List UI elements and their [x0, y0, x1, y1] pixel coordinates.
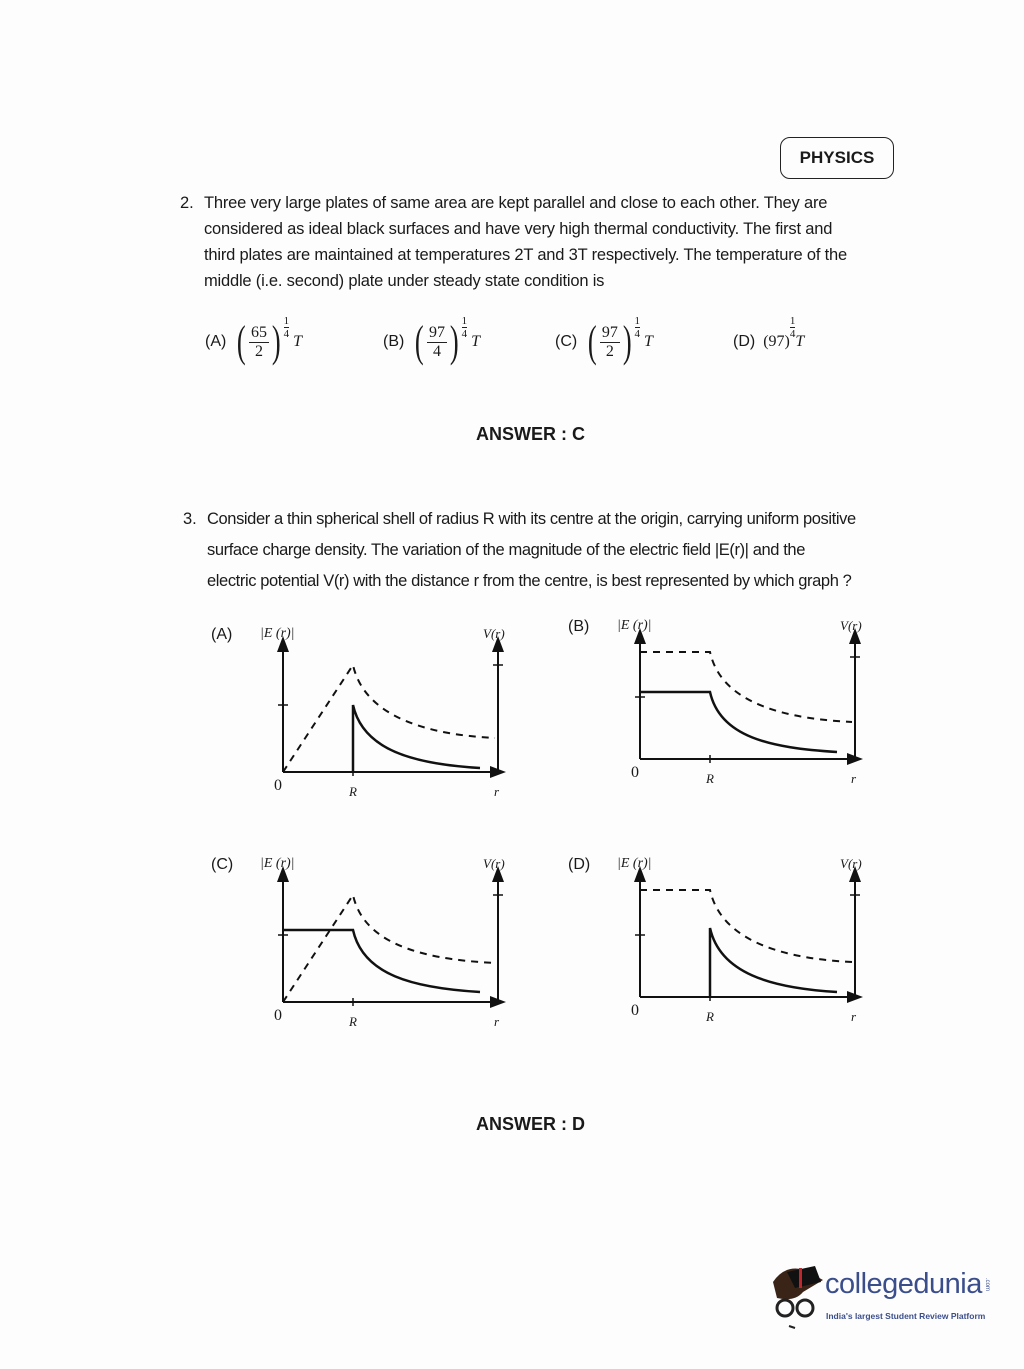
brand-suffix: .com	[983, 1277, 990, 1291]
denominator: 2	[605, 342, 614, 360]
question-line: middle (i.e. second) plate under steady state condition is	[204, 272, 605, 290]
base: (97)	[763, 333, 790, 350]
graph-option-label: (A)	[211, 626, 233, 643]
variable: T	[795, 333, 805, 350]
question-3	[183, 504, 903, 597]
potential-curve-dashed	[283, 665, 495, 772]
option-formula: ( $\frac{65}{2}$ ) $\frac{1}{4}$ T	[237, 314, 303, 366]
origin-label: 0	[274, 777, 282, 794]
option-b[interactable]	[383, 312, 480, 372]
numerator: 65	[250, 323, 267, 341]
r-axis-label: r	[494, 784, 500, 799]
origin-label: 0	[631, 1002, 639, 1019]
graph-option-a[interactable]	[205, 620, 515, 810]
question-line: third plates are maintained at temperatures 2T and 3T respectively. The temperature of the	[204, 246, 847, 264]
subject-badge: PHYSICS	[780, 137, 894, 179]
graph-option-label: (C)	[211, 856, 234, 873]
exponent-num: 1	[634, 314, 641, 327]
potential-curve-dashed	[640, 890, 852, 962]
exponent-den: 4	[789, 327, 796, 340]
option-label: (D)	[733, 333, 756, 350]
question-line: considered as ideal black surfaces and have very high thermal conductivity. The first and	[204, 220, 833, 238]
q2-options	[205, 312, 845, 372]
option-formula: ( $\frac{97}{2}$ ) $\frac{1}{4}$ T	[588, 314, 653, 366]
e-field-axis-label: |E (r)|	[260, 626, 295, 641]
r-axis-label: r	[851, 771, 857, 786]
option-label: (A)	[205, 333, 227, 350]
potential-axis-label: V(r)	[483, 626, 505, 641]
potential-axis-label: V(r)	[840, 856, 862, 871]
q2-answer: ANSWER : C	[476, 424, 585, 444]
graph-plot	[205, 850, 515, 1040]
brand-tagline: India's largest Student Review Platform	[826, 1311, 986, 1321]
brand-row	[825, 1268, 990, 1301]
e-field-axis-label: |E (r)|	[617, 618, 652, 633]
potential-curve-dashed	[283, 895, 495, 1002]
question-line: surface charge density. The variation of the magnitude of the electric field |E(r)| and the	[207, 541, 805, 559]
r-axis-label: r	[851, 1009, 857, 1024]
field-curve-solid	[353, 705, 480, 772]
graph-option-label: (D)	[568, 856, 591, 873]
variable: T	[293, 333, 303, 350]
mascot-icon	[765, 1262, 825, 1332]
field-curve-solid	[283, 930, 480, 992]
graph-plot	[562, 612, 872, 802]
potential-axis-label: V(r)	[840, 618, 862, 633]
graph-plot	[562, 850, 872, 1040]
q3-answer: ANSWER : D	[476, 1114, 585, 1134]
question-number: 3.	[183, 510, 197, 528]
denominator: 4	[432, 342, 441, 360]
origin-label: 0	[631, 764, 639, 781]
exponent-num: 1	[461, 314, 468, 327]
radius-label: R	[706, 771, 714, 786]
option-label: (C)	[555, 333, 578, 350]
question-number: 2.	[180, 194, 194, 212]
option-d[interactable]	[733, 312, 804, 372]
exponent-den: 4	[634, 327, 641, 340]
graph-option-d[interactable]	[562, 850, 872, 1040]
question-line: Consider a thin spherical shell of radius R with its centre at the origin, carrying uniform positive	[207, 510, 856, 528]
graph-option-c[interactable]	[205, 850, 515, 1040]
origin-label: 0	[274, 1007, 282, 1024]
brand-name: collegedunia	[825, 1268, 982, 1300]
option-c[interactable]	[555, 312, 653, 372]
radius-label: R	[349, 1014, 357, 1029]
option-formula	[763, 314, 805, 351]
exponent-den: 4	[461, 327, 468, 340]
option-label: (B)	[383, 333, 405, 350]
potential-axis-label: V(r)	[483, 856, 505, 871]
question-line: electric potential V(r) with the distance r from the centre, is best represented by which graph ?	[207, 572, 852, 590]
potential-curve-dashed	[640, 652, 852, 722]
numerator: 97	[601, 323, 618, 341]
graph-plot	[205, 620, 515, 810]
r-axis-label: r	[494, 1014, 500, 1029]
option-a[interactable]	[205, 312, 302, 372]
graph-option-label: (B)	[568, 618, 590, 635]
exponent-num: 1	[789, 314, 796, 327]
collegedunia-logo	[765, 1262, 1005, 1332]
radius-label: R	[706, 1009, 714, 1024]
e-field-axis-label: |E (r)|	[260, 856, 295, 871]
radius-label: R	[349, 784, 357, 799]
variable: T	[471, 333, 481, 350]
exponent-num: 1	[283, 314, 290, 327]
question-2	[180, 190, 900, 294]
field-curve-solid	[710, 928, 837, 997]
e-field-axis-label: |E (r)|	[617, 856, 652, 871]
option-formula: ( $\frac{97}{4}$ ) $\frac{1}{4}$ T	[415, 314, 481, 366]
numerator: 97	[428, 323, 445, 341]
exponent-den: 4	[283, 327, 290, 340]
variable: T	[644, 333, 653, 350]
field-curve-solid	[640, 692, 837, 752]
graph-option-b[interactable]	[562, 612, 872, 802]
denominator: 2	[254, 342, 263, 360]
question-line: Three very large plates of same area are kept parallel and close to each other. They are	[204, 194, 828, 212]
